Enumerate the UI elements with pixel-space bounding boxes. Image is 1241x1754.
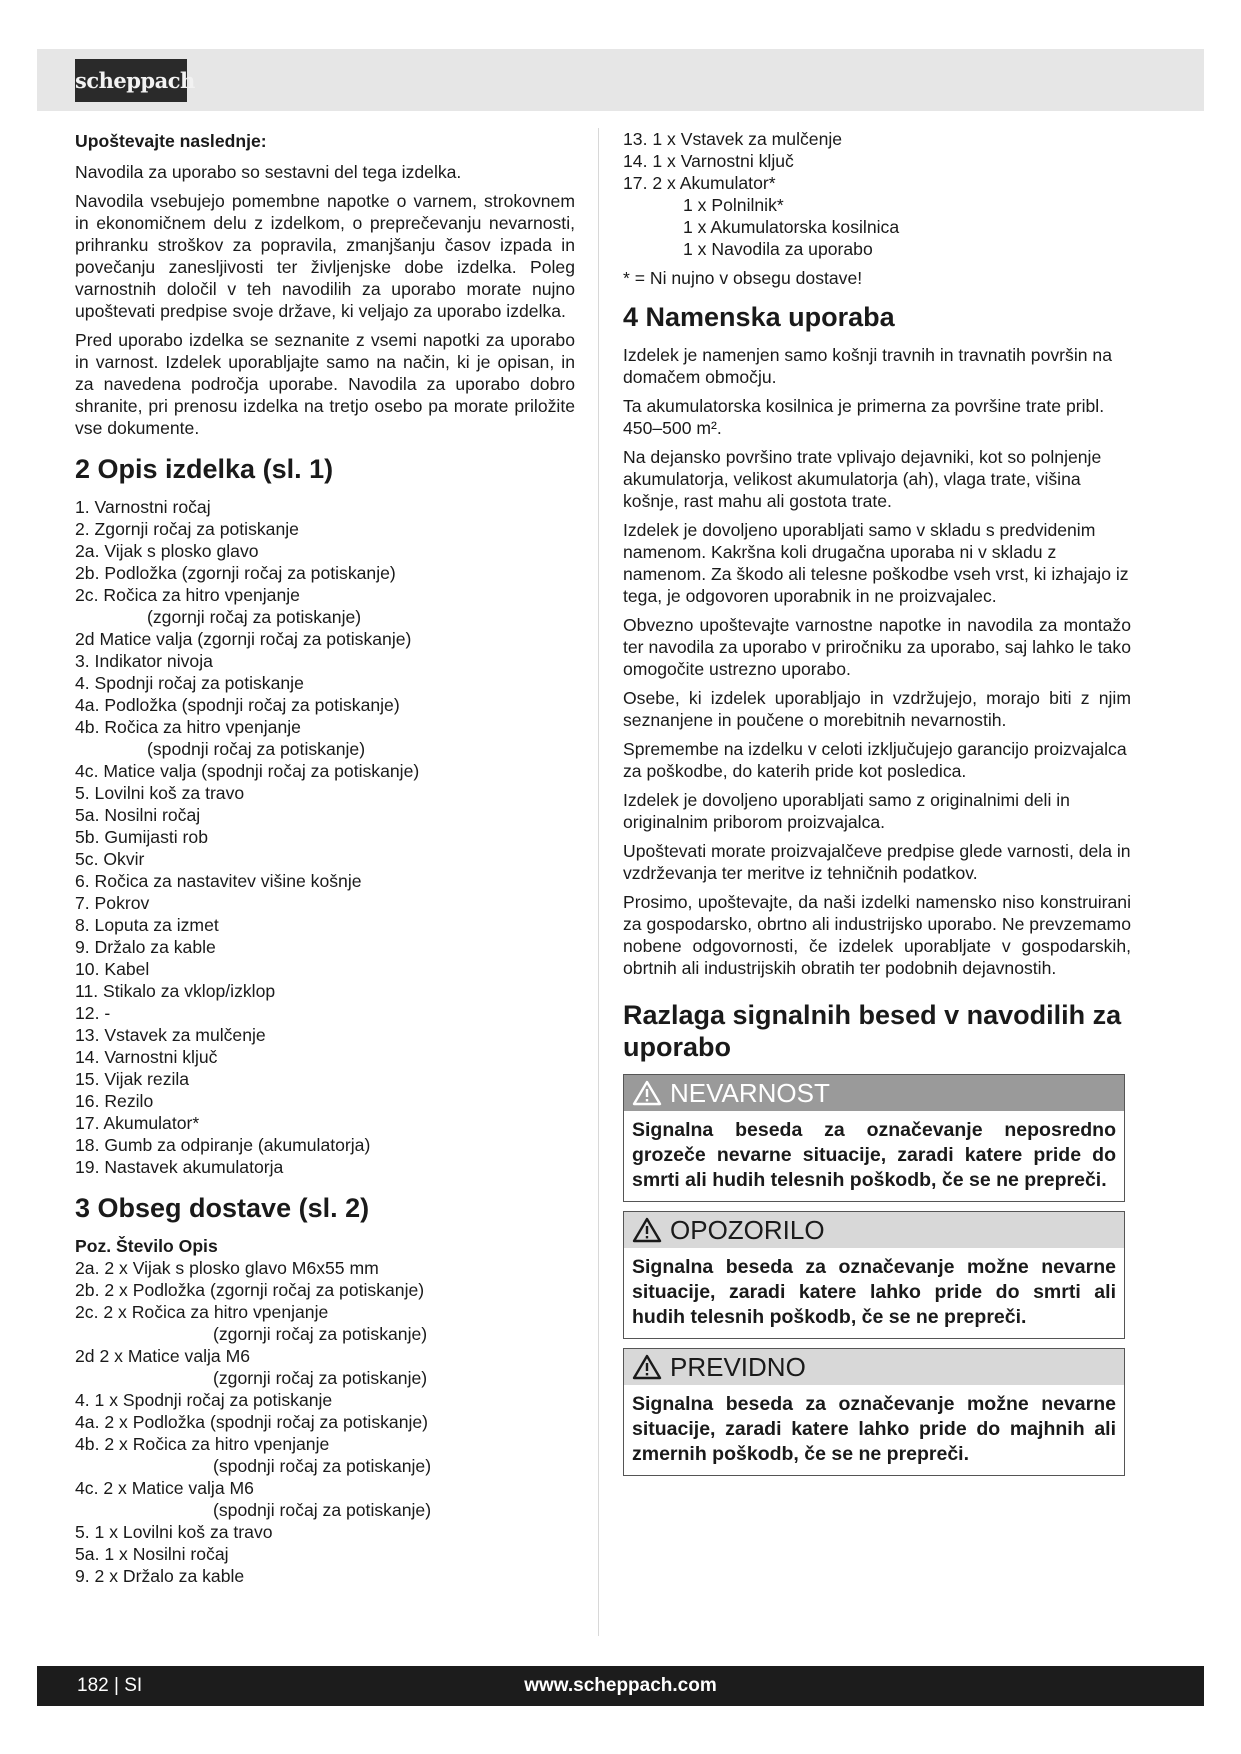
list-item: 4b. Ročica za hitro vpenjanje [75,717,301,737]
list-item: 13. 1 x Vstavek za mulčenje [623,129,843,149]
list-item: 17. Akumulator* [75,1113,200,1133]
warning-header [624,1349,1124,1385]
list-item: 14. Varnostni ključ [75,1047,218,1067]
page-number: 182 | SI [77,1675,143,1696]
warning-text: Signalna beseda za označevanje neposredno grozeče nevarne situacije, zaradi katere pride do smrti ali hudih telesnih poškodb, če se ne prepreči. [632,1119,1116,1191]
use-paragraph: Na dejansko površino trate vplivajo dejavniki, kot so polnjenje akumulatorja, velikost akumulatorja (ah), vlaga trate, višina košnje, rast mahu ali gostota trate. [623,447,1102,511]
list-item: 2a. Vijak s plosko glavo [75,541,259,561]
warning-text: Signalna beseda za označevanje možne nevarne situacije, zaradi katere lahko pride do smrti ali hudih telesnih poškodb, če se ne prepreči. [632,1256,1116,1328]
list-item: 5c. Okvir [75,849,145,869]
list-item: 1 x Polnilnik* [683,195,784,215]
section-heading-delivery: 3 Obseg dostave (sl. 2) [75,1193,370,1223]
use-paragraph: Prosimo, upoštevajte, da naši izdelki namensko niso konstruirani za gospodarsko, obrtno ali industrijsko uporabo. Ne prevzemamo nobene odgovornosti, če izdelek uporabljate v gospodarskih, obrtnih ali industrijskih obratih ter podobnih dejavnostih. [623,892,1131,978]
warning-text: Signalna beseda za označevanje možne nevarne situacije, zaradi katere lahko pride do majhnih ali zmernih poškodb, če se ne prepreči. [632,1393,1116,1465]
list-item: 4. 1 x Spodnji ročaj za potiskanje [75,1390,333,1410]
list-item: 4a. Podložka (spodnji ročaj za potiskanje) [75,695,400,715]
warning-title: PREVIDNO [670,1352,806,1382]
list-item: 5b. Gumijasti rob [75,827,208,847]
list-item: 11. Stikalo za vklop/izklop [75,981,276,1001]
section-heading-signal-words: Razlaga signalnih besed v navodilih za uporabo [623,1000,1122,1062]
list-item: 2b. 2 x Podložka (zgornji ročaj za potiskanje) [75,1280,425,1300]
use-paragraph: Obvezno upoštevajte varnostne napotke in navodila za montažo ter navodila za uporabo v priročniku za uporabo, saj lahko le tako omogočite ustrezno uporabo. [623,615,1131,679]
left-column [75,128,575,1587]
list-item: 4. Spodnji ročaj za potiskanje [75,673,304,693]
delivery-list [75,1257,575,1587]
warning-box-danger [623,1074,1125,1202]
list-item: 3. Indikator nivoja [75,651,213,671]
section-heading-intended-use: 4 Namenska uporaba [623,302,895,332]
list-item: 17. 2 x Akumulator* [623,173,776,193]
list-item: 1. Varnostni ročaj [75,497,211,517]
list-item: 1 x Navodila za uporabo [683,239,873,259]
list-item: 5. Lovilni koš za travo [75,783,245,803]
column-divider [598,128,599,1636]
warning-header [624,1212,1124,1248]
use-paragraph: Osebe, ki izdelek uporabljajo in vzdržujejo, morajo biti z njim seznanjene in poučene o morebitnih nevarnostih. [623,688,1131,730]
section-heading-description: 2 Opis izdelka (sl. 1) [75,454,334,484]
list-item: 15. Vijak rezila [75,1069,190,1089]
footer-website-link[interactable]: www.scheppach.com [524,1675,717,1696]
notice-title: Upoštevajte naslednje: [75,131,267,151]
list-item: 7. Pokrov [75,893,150,913]
list-item: 2. Zgornji ročaj za potiskanje [75,519,299,539]
warning-triangle-icon [632,1217,662,1243]
warning-title: OPOZORILO [670,1215,825,1245]
footnote: * = Ni nujno v obsegu dostave! [623,268,863,288]
use-paragraph: Izdelek je dovoljeno uporabljati samo z originalnimi deli in originalnim priborom proizvajalca. [623,790,1070,832]
list-item: 18. Gumb za odpiranje (akumulatorja) [75,1135,371,1155]
list-item: 5. 1 x Lovilni koš za travo [75,1522,273,1542]
use-paragraph: Upoštevati morate proizvajalčeve predpise glede varnosti, dela in vzdrževanja ter meritve iz tehničnih podatkov. [623,841,1131,883]
list-item: 2c. 2 x Ročica za hitro vpenjanje [75,1302,329,1322]
warning-title: NEVARNOST [670,1078,830,1108]
warning-box-caution [623,1348,1125,1476]
list-item: (zgornji ročaj za potiskanje) [213,1368,428,1388]
right-column [623,128,1131,1485]
list-item: (zgornji ročaj za potiskanje) [147,607,362,627]
list-item: 9. 2 x Držalo za kable [75,1566,245,1586]
intro-paragraph-1: Navodila za uporabo so sestavni del tega izdelka. [75,162,462,182]
delivery-list-continued [623,128,1131,260]
delivery-table-head: Poz. Število Opis [75,1236,218,1256]
use-paragraph: Izdelek je dovoljeno uporabljati samo v skladu s predvidenim namenom. Kakršna koli drugačna uporaba ni v skladu z namenom. Za škodo ali telesne poškodbe vseh vrst, ki izhajajo iz tega, je odgovoren uporabnik in ne proizvajalec. [623,520,1129,606]
list-item: (spodnji ročaj za potiskanje) [147,739,366,759]
list-item: 2a. 2 x Vijak s plosko glavo M6x55 mm [75,1258,379,1278]
list-item: (zgornji ročaj za potiskanje) [213,1324,428,1344]
list-item: 13. Vstavek za mulčenje [75,1025,266,1045]
list-item: 14. 1 x Varnostni ključ [623,151,794,171]
list-item: 10. Kabel [75,959,150,979]
brand-logo: scheppach [75,59,187,102]
intro-paragraph-3: Pred uporabo izdelka se seznanite z vsemi napotki za uporabo in varnost. Izdelek uporabljajte samo na način, ki je opisan, in za navedena področja uporabe. Navodila za uporabo dobro shranite, pri prenosu izdelka na tretjo osebo pa morate priložite vse dokumente. [75,330,575,438]
list-item: 4a. 2 x Podložka (spodnji ročaj za potiskanje) [75,1412,429,1432]
list-item: 5a. Nosilni ročaj [75,805,201,825]
intro-paragraph-2: Navodila vsebujejo pomembne napotke o varnem, strokovnem in ekonomičnem delu z izdelkom, o preprečevanju nevarnosti, prihranku stroškov za popravila, zmanjšanju časov izpada in povečanju zanesljivosti ter življenjske dobe izdelka. Poleg varnostnih določil v teh navodilih za uporabo morate nujno upoštevati predpise svoje države, ki veljajo za uporabo izdelka. [75,191,575,321]
description-list [75,496,575,1178]
warning-header [624,1075,1124,1111]
footer-bar [37,1666,1204,1706]
list-item: 2b. Podložka (zgornji ročaj za potiskanje) [75,563,396,583]
list-item: 4b. 2 x Ročica za hitro vpenjanje [75,1434,330,1454]
list-item: 5a. 1 x Nosilni ročaj [75,1544,229,1564]
list-item: 12. - [75,1003,111,1023]
warning-triangle-icon [632,1354,662,1380]
list-item: 4c. 2 x Matice valja M6 [75,1478,254,1498]
list-item: 4c. Matice valja (spodnji ročaj za potiskanje) [75,761,420,781]
list-item: 6. Ročica za nastavitev višine košnje [75,871,362,891]
list-item: 9. Držalo za kable [75,937,216,957]
list-item: 2c. Ročica za hitro vpenjanje [75,585,300,605]
header-bar [37,49,1204,111]
list-item: 16. Rezilo [75,1091,154,1111]
list-item: (spodnji ročaj za potiskanje) [213,1456,432,1476]
use-paragraph: Izdelek je namenjen samo košnji travnih in travnatih površin na domačem območju. [623,345,1112,387]
use-paragraph: Ta akumulatorska kosilnica je primerna za površine trate pribl. 450–500 m². [623,396,1105,438]
warning-triangle-icon [632,1080,662,1106]
use-paragraph: Spremembe na izdelku v celoti izključujejo garancijo proizvajalca za poškodbe, do katerih pride kot posledica. [623,739,1127,781]
list-item: 2d Matice valja (zgornji ročaj za potiskanje) [75,629,412,649]
list-item: (spodnji ročaj za potiskanje) [213,1500,432,1520]
warning-box-warning [623,1211,1125,1339]
list-item: 1 x Akumulatorska kosilnica [683,217,900,237]
list-item: 8. Loputa za izmet [75,915,219,935]
list-item: 2d 2 x Matice valja M6 [75,1346,251,1366]
list-item: 19. Nastavek akumulatorja [75,1157,284,1177]
